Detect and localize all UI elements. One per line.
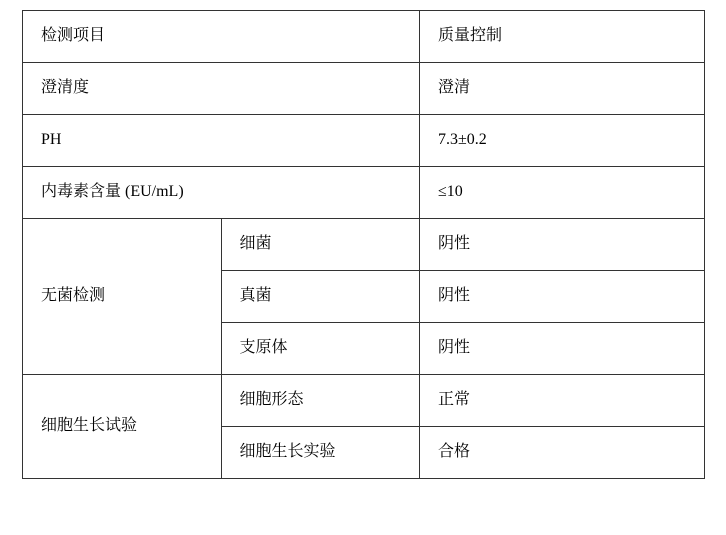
table-row [23,115,705,167]
table-body [23,11,705,479]
row-value: 阴性 [420,323,705,375]
row-label: PH [23,115,420,167]
row-value: 正常 [420,375,705,427]
row-value: 合格 [420,427,705,479]
table-row [23,219,705,271]
sub-label: 支原体 [221,323,420,375]
table-header-row [23,11,705,63]
row-value: 7.3±0.2 [420,115,705,167]
row-label: 内毒素含量 (EU/mL) [23,167,420,219]
row-value: 阴性 [420,219,705,271]
quality-control-table [22,10,705,479]
sub-label: 细胞形态 [221,375,420,427]
sub-label: 真菌 [221,271,420,323]
row-label: 澄清度 [23,63,420,115]
table-row [23,63,705,115]
group-label-sterility: 无菌检测 [23,219,222,375]
sub-label: 细胞生长实验 [221,427,420,479]
row-value: 澄清 [420,63,705,115]
row-value: 阴性 [420,271,705,323]
header-cell-item: 检测项目 [23,11,420,63]
table-row [23,375,705,427]
sub-label: 细菌 [221,219,420,271]
header-cell-value: 质量控制 [420,11,705,63]
row-value: ≤10 [420,167,705,219]
group-label-cell-growth: 细胞生长试验 [23,375,222,479]
table-row [23,167,705,219]
